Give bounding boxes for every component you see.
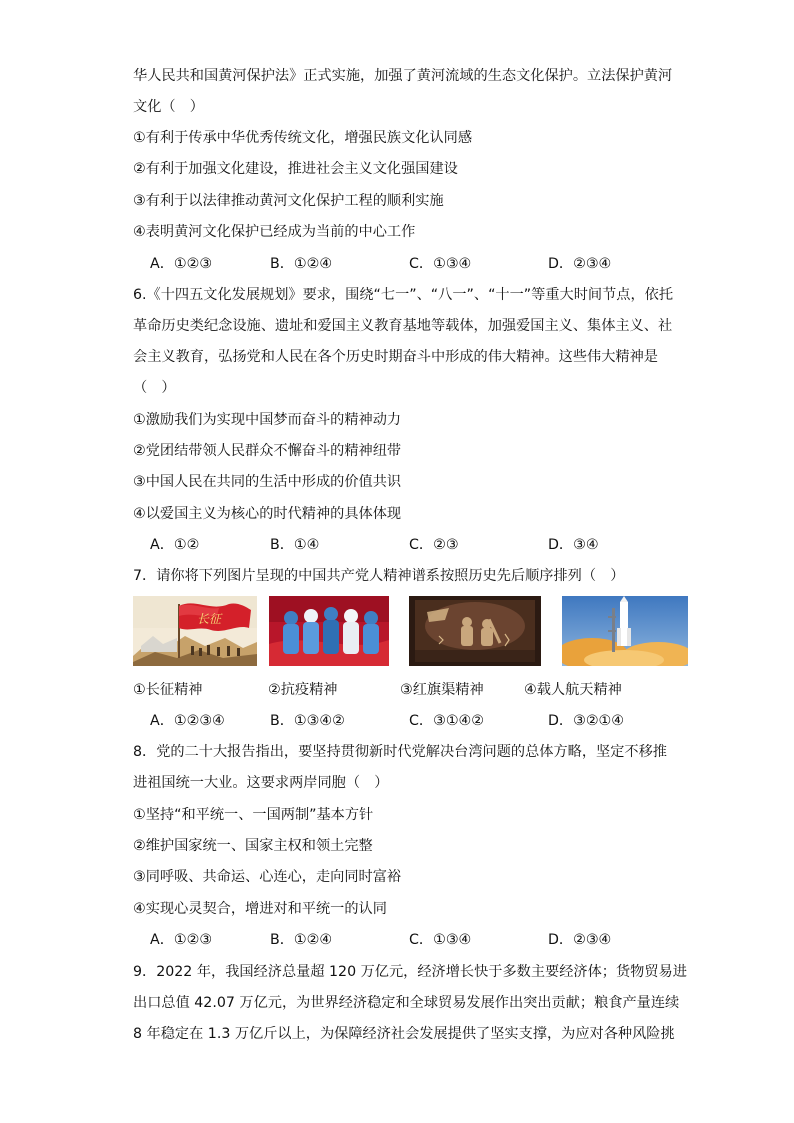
q7-option-a[interactable]: A．①②③④ xyxy=(150,713,225,729)
q5-item-4: ④表明黄河文化保护已经成为当前的中心工作 xyxy=(133,224,416,240)
q5-item-3: ③有利于以法律推动黄河文化保护工程的顺利实施 xyxy=(133,193,444,209)
q8-stem-line-2: 进祖国统一大业。这要求两岸同胞（ ） xyxy=(133,775,389,791)
q8-option-c[interactable]: C．①③④ xyxy=(409,932,472,948)
q9-stem-line-3: 8 年稳定在 1.3 万亿斤以上，为保障经济社会发展提供了坚实支撑，为应对各种风险挑 xyxy=(133,1026,675,1042)
q5-option-b[interactable]: B．①②④ xyxy=(270,256,333,272)
q6-item-4: ④以爱国主义为核心的时代精神的具体体现 xyxy=(133,506,402,522)
q7-stem-line-1: 7．请你将下列图片呈现的中国共产党人精神谱系按照历史先后顺序排列（ ） xyxy=(133,568,625,584)
q6-item-1: ①激励我们为实现中国梦而奋斗的精神动力 xyxy=(133,412,402,428)
red-flag-canal-image xyxy=(409,596,541,666)
q8-item-1: ①坚持“和平统一、一国两制”基本方针 xyxy=(133,807,374,823)
q5-option-c[interactable]: C．①③④ xyxy=(409,256,472,272)
q7-caption-1: ①长征精神 xyxy=(133,682,203,698)
q6-item-2: ②党团结带领人民群众不懈奋斗的精神纽带 xyxy=(133,443,402,459)
q6-stem-line-1: 6.《十四五文化发展规划》要求，围绕“七一”、“八一”、“十一”等重大时间节点，依托 xyxy=(133,287,674,303)
q8-option-d[interactable]: D．②③④ xyxy=(548,932,612,948)
q5-item-1: ①有利于传承中华优秀传统文化，增强民族文化认同感 xyxy=(133,130,473,146)
q8-item-2: ②维护国家统一、国家主权和领土完整 xyxy=(133,838,373,854)
q6-stem-line-4: （ ） xyxy=(133,380,176,396)
q5-option-d[interactable]: D．②③④ xyxy=(548,256,612,272)
q9-stem-line-2: 出口总值 42.07 万亿元，为世界经济稳定和全球贸易发展作出突出贡献；粮食产量连续 xyxy=(133,995,680,1011)
q5-stem-line-1: 华人民共和国黄河保护法》正式实施，加强了黄河流域的生态文化保护。立法保护黄河 xyxy=(133,68,673,84)
q7-option-c[interactable]: C．③①④② xyxy=(409,713,484,729)
long-march-image xyxy=(133,596,257,666)
flag-calligraphy: 长征 xyxy=(197,612,222,626)
q7-caption-3: ③红旗渠精神 xyxy=(400,682,484,698)
q8-stem-line-1: 8．党的二十大报告指出，要坚持贯彻新时代党解决台湾问题的总体方略，坚定不移推 xyxy=(133,744,667,760)
q8-option-a[interactable]: A．①②③ xyxy=(150,932,213,948)
anti-epidemic-image xyxy=(269,596,389,666)
q7-caption-2: ②抗疫精神 xyxy=(268,682,338,698)
q6-item-3: ③中国人民在共同的生活中形成的价值共识 xyxy=(133,474,402,490)
q6-option-b[interactable]: B．①④ xyxy=(270,537,320,553)
q8-option-b[interactable]: B．①②④ xyxy=(270,932,333,948)
q5-stem-line-2: 文化（ ） xyxy=(133,99,204,115)
q8-item-4: ④实现心灵契合，增进对和平统一的认同 xyxy=(133,901,387,917)
q7-option-d[interactable]: D．③②①④ xyxy=(548,713,624,729)
q6-stem-line-3: 会主义教育，弘扬党和人民在各个历史时期奋斗中形成的伟大精神。这些伟大精神是 xyxy=(133,349,658,365)
q6-option-c[interactable]: C．②③ xyxy=(409,537,459,553)
q6-option-d[interactable]: D．③④ xyxy=(548,537,599,553)
q7-caption-4: ④载人航天精神 xyxy=(524,682,622,698)
manned-spaceflight-image xyxy=(562,596,688,666)
q5-option-a[interactable]: A．①②③ xyxy=(150,256,213,272)
q7-option-b[interactable]: B．①③④② xyxy=(270,713,345,729)
q8-item-3: ③同呼吸、共命运、心连心，走向同时富裕 xyxy=(133,869,402,885)
q6-stem-line-2: 革命历史类纪念设施、遗址和爱国主义教育基地等载体，加强爱国主义、集体主义、社 xyxy=(133,318,673,334)
q7-picture-row xyxy=(133,596,693,668)
q5-item-2: ②有利于加强文化建设，推进社会主义文化强国建设 xyxy=(133,161,458,177)
q9-stem-line-1: 9．2022 年，我国经济总量超 120 万亿元，经济增长快于多数主要经济体；货物贸易进 xyxy=(133,964,687,980)
q6-option-a[interactable]: A．①② xyxy=(150,537,200,553)
